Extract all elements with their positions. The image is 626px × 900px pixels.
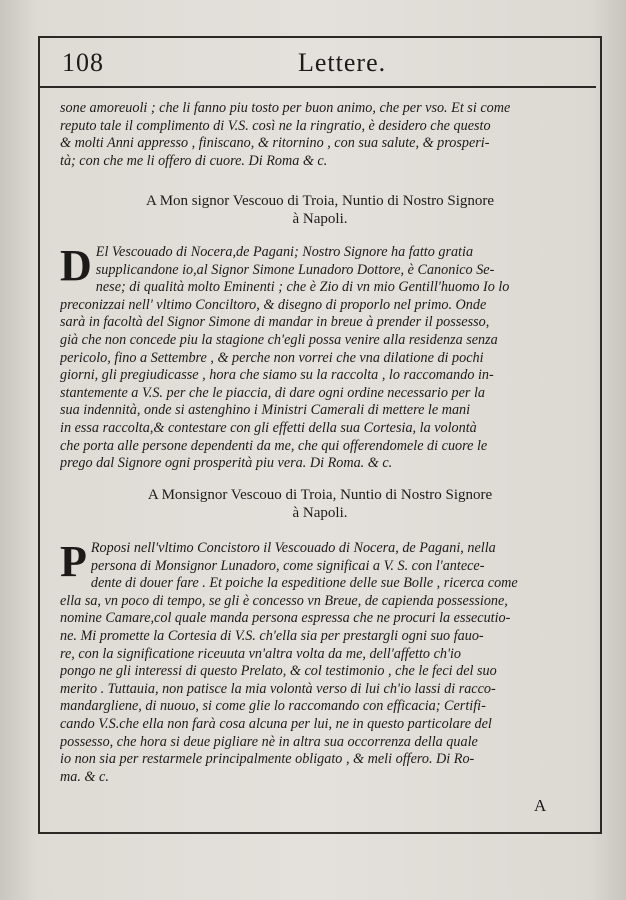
text-line: preconizzai nell' vltimo Conciltoro, & disegno di proporlo nel primo. Onde — [60, 296, 487, 313]
text-line: in essa raccolta,& contestare con gli effetti della sua Cortesia, la volontà — [60, 419, 477, 436]
text-line: ne. Mi promette la Cortesia di V.S. ch'ella sia per prestargli ogni suo fauo- — [60, 627, 484, 644]
text-line: Roposi nell'vltimo Concistoro il Vescouado di Nocera, de Pagani, nella — [90, 540, 496, 556]
letter1-body — [60, 241, 580, 473]
letter1-heading — [60, 192, 580, 228]
text-line: sua indennità, onde si astenghino i Ministri Camerali di mettere le mani — [60, 402, 471, 419]
text-line: pongo ne gli interessi di questo Prelato, & col testimonio , che le feci del suo — [60, 663, 497, 680]
page-header — [40, 40, 596, 88]
text-line: & molti Anni appresso , finiscano, & ritornino , con sua salute, & prosperi- — [60, 135, 490, 152]
text-line: supplicandone io,al Signor Simone Lunadoro Dottore, è Canonico Se- — [95, 261, 495, 278]
text-line: ella sa, vn poco di tempo, se gli è concesso vn Breue, de capienda possessione, — [60, 592, 508, 609]
text-line: sone amoreuoli ; che li fanno piu tosto per buon animo, che per vso. Et si come — [60, 100, 511, 116]
letter2-heading — [60, 486, 580, 522]
text-line: re, con la significatione riceuuta vn'altra volta da me, dell'affetto ch'io — [60, 645, 462, 662]
text-line: tà; con che me li offero di cuore. Di Roma & c. — [60, 152, 328, 169]
heading-line: A Monsignor Vescouo di Troia, Nuntio di Nostro Signore — [147, 487, 493, 503]
letter2-body — [60, 537, 580, 786]
text-line: cando V.S.che ella non farà cosa alcuna per lui, ne in questo particolare del — [60, 715, 492, 732]
heading-line: à Napoli. — [292, 505, 348, 521]
text-line: io non sia per restarmele principalmente obligato , & meli offero. Di Ro- — [60, 751, 475, 768]
text-line: merito . Tuttauia, non patisce la mia volontà verso di lui ch'io lassi di racco- — [60, 680, 496, 697]
text-line: El Vescouado di Nocera,de Pagani; Nostro Signore ha fatto gratia — [95, 244, 474, 260]
page-number: 108 — [62, 48, 104, 77]
text-line: pericolo, fino a Settembre , & perche non vorrei che vna dilatione di pochi — [60, 349, 484, 366]
heading-line: A Mon signor Vescouo di Troia, Nuntio di Nostro Signore — [145, 193, 495, 209]
text-line: sarà in facoltà del Signor Simone di mandar in breue à prender il possesso, — [60, 314, 490, 331]
text-line: possesso, che hora si deue pigliare nè in altra sua occorrenza della quale — [60, 733, 478, 750]
heading-line: à Napoli. — [292, 211, 348, 227]
text-line: reputo tale il complimento di V.S. così ne la ringratio, è desidero che questo — [60, 117, 491, 134]
text-line: persona di Monsignor Lunadoro, come significai a V. S. con l'antece- — [90, 557, 485, 574]
text-line: che porta alle persone dependenti da me, che qui offerendomele di cuore le — [60, 437, 488, 454]
running-title: Lettere. — [298, 48, 387, 77]
text-line: mandargliene, di nuouo, si come glie lo raccomando con efficacia; Certifi- — [60, 698, 486, 715]
text-line: dente di douer fare . Et poiche la espeditione delle sue Bolle , ricerca come — [90, 575, 518, 592]
text-line: già che non concede piu la stagione ch'egli possa venire alla residenza senza — [60, 331, 498, 348]
text-line: nese; di qualità molto Eminenti ; che è Zio di vn mio Gentill'huomo Io lo — [95, 279, 510, 296]
intro-paragraph — [60, 100, 580, 170]
drop-cap: P — [60, 537, 87, 586]
text-line: nomine Camare,col quale manda persona espressa che ne procuri la essecutio- — [60, 610, 511, 627]
text-line: ma. & c. — [60, 768, 109, 785]
text-line: giorni, gli pregiudicasse , hora che siamo su la raccolta , lo raccomando in- — [60, 367, 494, 384]
drop-cap: D — [60, 241, 92, 290]
text-line: prego dal Signore ogni prosperità piu vera. Di Roma. & c. — [60, 455, 393, 472]
text-line: stantemente a V.S. per che le piaccia, di dare ogni ordine necessario per la — [60, 384, 486, 401]
catchword: A — [534, 796, 547, 815]
